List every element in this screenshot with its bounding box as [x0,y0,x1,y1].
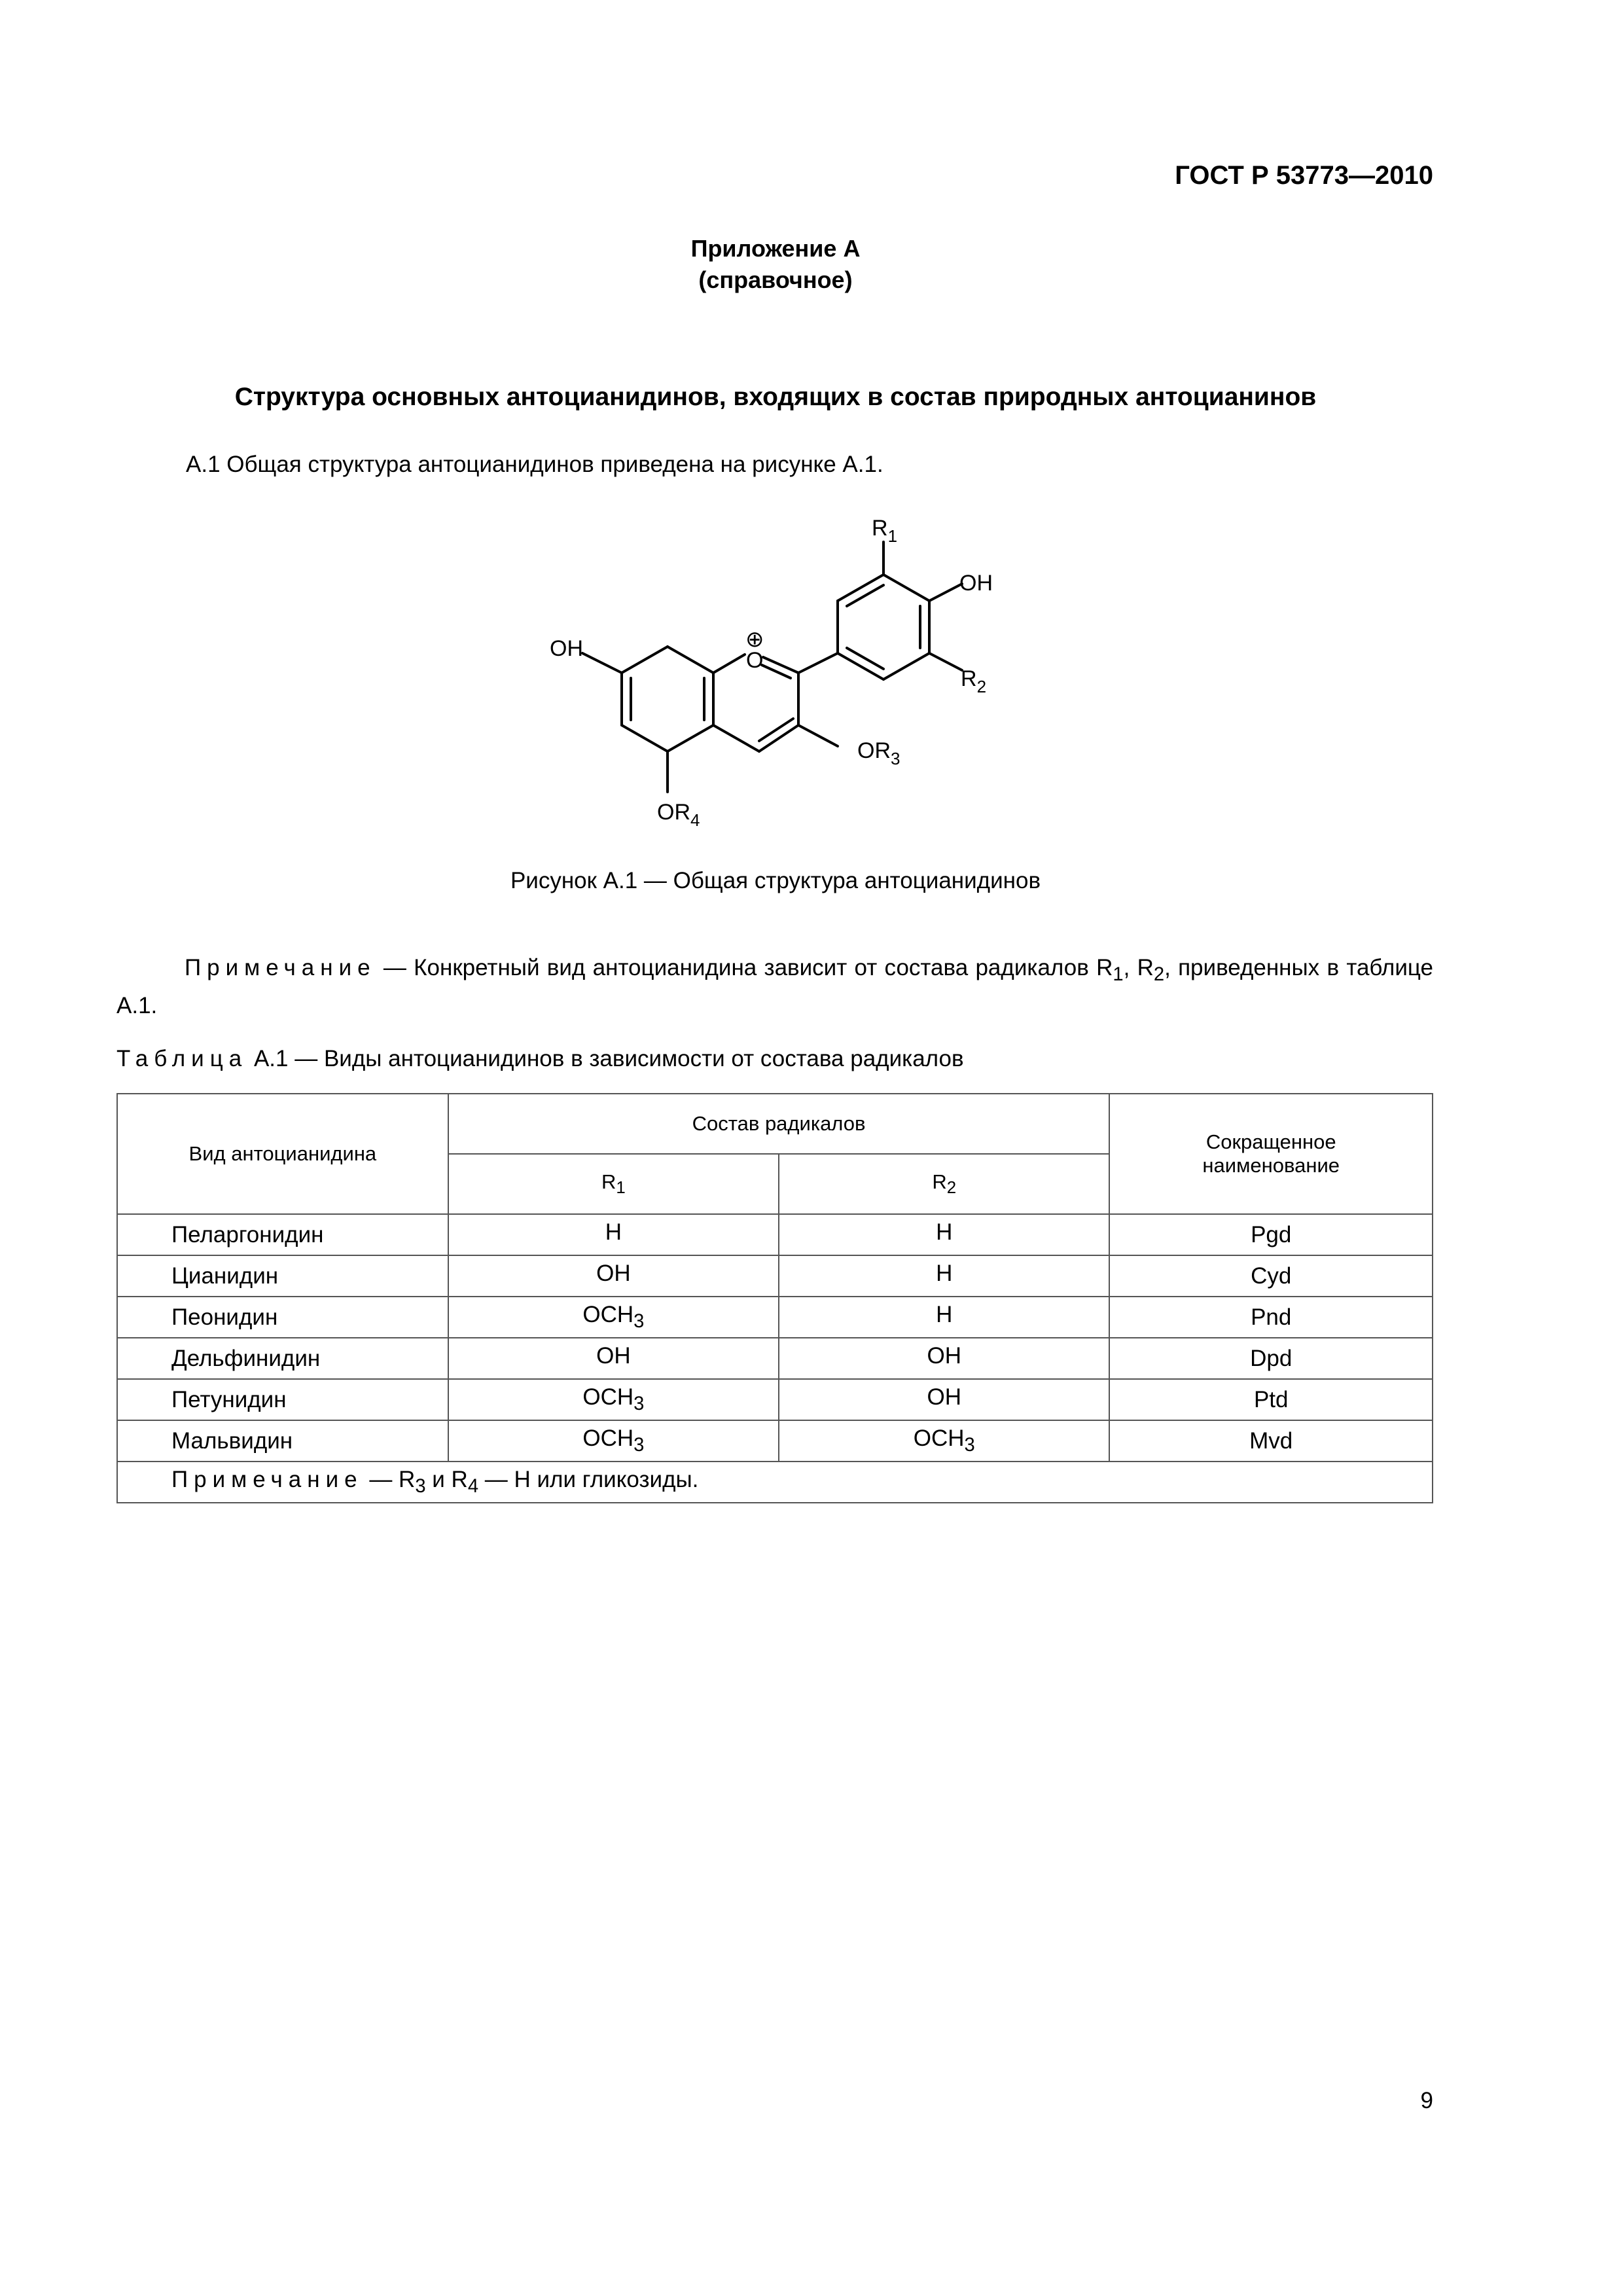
positive-charge-icon: ⊕ [745,627,764,652]
table-row: Пеларгонидин H H Pgd [117,1214,1433,1255]
table-row: Пеонидин $OCH_3$ H Pnd [117,1297,1433,1338]
or4-label: $OR_4$ [657,800,700,830]
table-row: Петунидин $OCH_3$ OH Ptd [117,1379,1433,1420]
page-number: 9 [1420,2088,1433,2113]
header-radicals: Состав радикалов [448,1094,1110,1154]
table-row: Дельфинидин OH OH Dpd [117,1338,1433,1379]
header-r2: $R_2$ [779,1154,1109,1214]
standard-number: ГОСТ Р 53773—2010 [1175,161,1433,190]
table-row: Цианидин OH H Cyd [117,1255,1433,1297]
table-footnote-row [117,1462,1433,1503]
or3-label: $OR_3$ [857,738,901,768]
r1-label: $R_1$ [872,516,898,546]
table-row: Мальвидин $OCH_3$ $OCH_3$ Mvd [117,1420,1433,1462]
section-title: Структура основных антоцианидинов, входящих в состав природных антоцианинов [234,383,1317,411]
r2-label: $R_2$ [961,666,987,696]
header-r1: $R_1$ [448,1154,779,1214]
intro-paragraph: А.1 Общая структура антоцианидинов приведена на рисунке А.1. [186,452,883,477]
ring-oxygen-label: O [746,648,764,673]
table-caption: Таблица А.1 — Виды антоцианидинов в зависимости от состава радикалов [116,1046,964,1071]
table-footnote: Примечание — $R_3$ и $R_4$ — H или гликозиды. [117,1462,1433,1503]
anthocyanidin-table [116,1093,1433,1503]
figure-note: Примечание — Конкретный вид антоцианидина зависит от состава радикалов $R_1$, $R_2$, приведенных в таблице А.1. [116,955,1433,1018]
header-abbreviation: Сокращенное наименование [1109,1094,1433,1214]
appendix-subtitle: (справочное) [698,266,853,293]
oh-left-label: OH [550,636,583,661]
appendix-title: Приложение А [690,235,861,262]
anthocyanidin-structure-figure [510,511,1060,851]
note-label: Примечание [185,955,376,980]
header-name: Вид антоцианидина [117,1094,448,1214]
oh-top-label: OH [959,571,993,596]
figure-caption: Рисунок А.1 — Общая структура антоцианидинов [510,868,1041,893]
